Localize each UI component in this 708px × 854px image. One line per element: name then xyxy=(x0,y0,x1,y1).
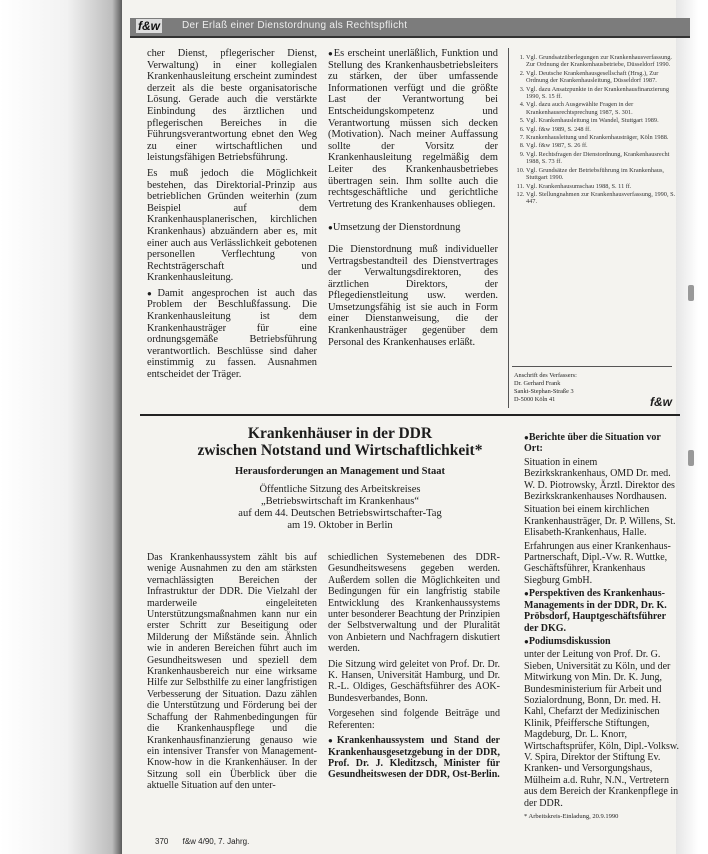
footnotes xyxy=(512,54,680,207)
address-name: Dr. Gerhard Frank xyxy=(514,380,561,387)
article-column-2 xyxy=(328,552,500,785)
subtitle-line: „Betriebswirtschaft im Krankenhaus“ xyxy=(260,496,420,507)
upper-column-2 xyxy=(328,48,498,352)
address-city: D-5000 Köln 41 xyxy=(514,396,556,403)
paragraph: Es muß jedoch die Möglichkeit bestehen, das Direktorial-Prinzip aus betrieblichen Gründen weiterhin (zum Beispiel auf dem Krankenhausplanerischen, kirchlichen Krankenhaus) abzuändern aber es, mit einer auch aus Verlässlichkeit gebotenen personellen Verflechtung von Rechtsträgerschaft und Krankenhausleitung. xyxy=(147,167,317,284)
page-footer xyxy=(155,837,249,846)
subtitle-line: auf dem 44. Deutschen Betriebswirtschafter-Tag xyxy=(238,508,442,519)
subtitle-line: am 19. Oktober in Berlin xyxy=(287,520,393,531)
footnote: 7. Krankenhausleitung und Krankenhausträger, Köln 1988. xyxy=(526,134,680,141)
article-column-1 xyxy=(147,552,317,796)
address-label: Anschrift des Verfassers: xyxy=(514,372,577,379)
page-number: 370 xyxy=(155,837,169,846)
column-divider xyxy=(508,48,509,408)
page-tab-marker xyxy=(688,285,694,301)
footnote: 10. Vgl. Grundsätze der Betriebsführung im Krankenhaus, Stuttgart 1990. xyxy=(526,167,680,182)
paragraph: Erfahrungen aus einer Krankenhaus-Partnerschaft, Dipl.-Vw. R. Wuttke, Geschäftsführer, Krankenhaus Siegburg GmbH. xyxy=(524,540,671,586)
bullet-heading: ● Berichte über die Situation vor Ort: xyxy=(524,432,682,455)
bullet-paragraph: ● Damit angesprochen ist auch das Problem der Beschlußfassung. Die Krankenhausleitung ist dem Krankenhausträger für eine ordnungsgemäße Betriebsführung verantwortlich. Beschlüsse sind daher einstimmig zu fassen. Ausnahmen entscheidet der Träger. xyxy=(147,288,317,381)
section-rule xyxy=(140,414,680,416)
bullet-paragraph: ● Krankenhaussystem und Stand der Krankenhausgesetzgebung in der DDR, Prof. Dr. J. Kleditzsch, Minister für Gesundheitswesen der DDR, Ost-Berlin. xyxy=(328,735,500,781)
footnote: 8. Vgl. f&w 1987, S. 26 ff. xyxy=(526,142,680,149)
paragraph: Situation bei einem kirchlichen Krankenhausträger, Dr. P. Willens, St. Elisabeth-Krankenhaus, Halle. xyxy=(524,504,676,539)
paragraph: cher Dienst, pflegerischer Dienst, Verwaltung) in einer kollegialen Krankenhausleitung erscheint zumindest derzeit als die beste organisatorische Lösung. Gerade auch die verstärkte Einbindung des ärztlichen und pflegerischen Bereiches in die Führungsverantwortung ebnet den Weg zu einer wirtschaftlichen und leistungsfähigen Betriebsführung. xyxy=(147,48,317,164)
section-heading: ● Umsetzung der Dienstordnung xyxy=(328,222,498,234)
footnote: 9. Vgl. Rechtsfragen der Dienstordnung, Krankenhausrecht 1988, S. 73 ff. xyxy=(526,151,680,166)
author-address xyxy=(514,372,624,404)
paragraph: Das Krankenhaussystem zählt bis auf wenige Ausnahmen zu den am stärksten vernachlässigten Bereichen der Infrastruktur der DDR. Die Vielzahl der marderweile eingeleiteten Unterstützungsmaßnahmen kann nur ein erster Schritt zur Beseitigung oder Milderung der Mißstände sein. Ähnlich wie in anderen Bereichen führt auch im Gesundheitswesen und speziell dem Krankenhausbereich nur eine wirksame Hilfe zur Selbsthilfe zu einer langfristigen Verbesserung der Situation. Dazu zählen die Unterstützung und Förderung bei der Schaffung der Rahmenbedingungen für die Krankenhauspflege und die Krankenhausfinanzierung genauso wie ein intensiver Transfer von Management-Know-how in die Krankenhäuser. In der Sitzung soll ein Überblick über die aktuelle Situation auf den unter- xyxy=(147,552,317,792)
footnote: 6. Vgl. f&w 1989, S. 248 ff. xyxy=(526,126,680,133)
running-header xyxy=(130,18,690,38)
paragraph: Vorgesehen sind folgende Beiträge und Referenten: xyxy=(328,708,500,731)
footnote: 4. Vgl. dazu auch Ausgewählte Fragen in der Krankenhausrechtsprechung 1987, S. 301. xyxy=(526,101,680,116)
article-column-3 xyxy=(524,432,682,824)
bullet-heading: ● Podiumsdiskussion xyxy=(524,636,682,647)
footnote: 11. Vgl. Krankenhausumschau 1988, S. 11 ff. xyxy=(526,183,680,190)
footnote: 2. Vgl. Deutsche Krankenhausgesellschaft (Hrsg.), Zur Ordnung der Krankenhausleitung, Düsseldorf 1987. xyxy=(526,70,680,85)
bullet-paragraph: ● Perspektiven des Krankenhaus-Managements in der DDR, Dr. K. Pröbsdorf, Hauptgeschäftsführer der DKG. xyxy=(524,588,682,634)
journal-logo: f&w xyxy=(138,19,160,33)
article-title-line-1: Krankenhäuser in der DDR xyxy=(247,425,433,442)
book-gutter-shadow xyxy=(0,0,122,854)
footnote: 12. Vgl. Stellungnahmen zur Krankenhausverfassung, 1990, S. 447. xyxy=(526,191,680,206)
page-tab-marker xyxy=(688,450,694,466)
subtitle-line: Öffentliche Sitzung des Arbeitskreises xyxy=(259,484,421,495)
article-subtitle xyxy=(160,466,520,532)
footnote: 5. Vgl. Krankenhausleitung im Wandel, Stuttgart 1989. xyxy=(526,117,680,124)
upper-column-1 xyxy=(147,48,317,385)
issue-label: f&w 4/90, 7. Jahrg. xyxy=(182,837,250,846)
paragraph: unter der Leitung von Prof. Dr. G. Sieben, Universität zu Köln, und der Mitwirkung von Min. Dr. K. Jung, Bundesministerium für Arbeit und Sozialordnung, Bonn, Dr. med. H. Kahl, Chefarzt der Medizinischen Klinik, Pfeiffersche Stiftungen, Magdeburg, Dr. L. Knorr, Wirtschaftsprüfer, Köln, Dipl.-Volksw. V. Spira, Direktor der Stiftung Ev. Kranken- und Versorgungshaus, Mülheim a.d. Ruhr, N.N., Vertretern aus dem Bereich der Krankenpflege in der DDR. xyxy=(524,649,680,809)
footnote-divider xyxy=(512,366,672,367)
running-header-title: Der Erlaß einer Dienstordnung als Rechtspflicht xyxy=(182,20,408,31)
bullet-paragraph: ● Es erscheint unerläßlich, Funktion und Stellung des Krankenhausbetriebsleiters zu stärken, der über umfassende Informationen verfügt und die größte Last der Verantwortung bei Entscheidungskompetenz und Verantwortung müssen sich decken (Motivation). Nach meiner Auffassung sollte der Vorsitz der Krankenhausleitung regelmäßig dem Leiter des Krankenhausbetriebes übertragen sein. Ihm sollte auch die rechtsgeschäftliche und gerichtliche Vertretung des Krankenhauses obliegen. xyxy=(328,48,498,210)
paragraph: schiedlichen Systemebenen des DDR-Gesundheitswesens gegeben werden. Außerdem sollen die Möglichkeiten und Bedingungen für ein langfristig stabile Entwicklung des Krankenhaussystems unter besonderer Beachtung der Prinzipien der Selbstverwaltung und der Pluralität von Anbietern und Nachfragern diskutiert werden. xyxy=(328,552,500,655)
article-title xyxy=(160,425,520,459)
footnote-star: * Arbeitskreis-Einladung, 20.9.1990 xyxy=(524,813,619,820)
footnote: 3. Vgl. dazu Ansatzpunkte in der Krankenhausfinanzierung 1990, S. 15 ff. xyxy=(526,86,680,101)
paragraph: Die Sitzung wird geleitet von Prof. Dr. Dr. K. Hansen, Universität Hamburg, und Dr. R.-L. Oldiges, Geschäftsführer des AOK-Bundesverbandes, Bonn. xyxy=(328,658,500,704)
paragraph: Situation in einem Bezirkskrankenhaus, OMD Dr. med. W. D. Piotrowsky, Ärztl. Direktor des Bezirkskrankenhauses Nordhausen. xyxy=(524,456,675,503)
subtitle-line: Herausforderungen an Management und Staat xyxy=(234,466,445,477)
footnote: 1. Vgl. Grundsatzüberlegungen zur Krankenhausverfassung. Zur Ordnung der Krankenhausbetriebe, Düsseldorf 1990. xyxy=(526,54,680,69)
article-title-line-2: zwischen Notstand und Wirtschaftlichkeit* xyxy=(197,442,483,459)
paragraph: Die Dienstordnung muß individueller Vertragsbestandteil des Dienstvertrages der Verwaltungsdirektoren, des ärztlichen Direktors, der Pflegedienstleitung usw. werden. Umsetzungsfähig ist sie auch in Form einer Dienstanweisung, die der Krankenhausträger gegenüber dem Personal des Krankenhauses erläßt. xyxy=(328,243,498,348)
address-street: Sankt-Stephan-Straße 3 xyxy=(514,388,574,395)
end-mark-logo: f&w xyxy=(650,395,672,409)
